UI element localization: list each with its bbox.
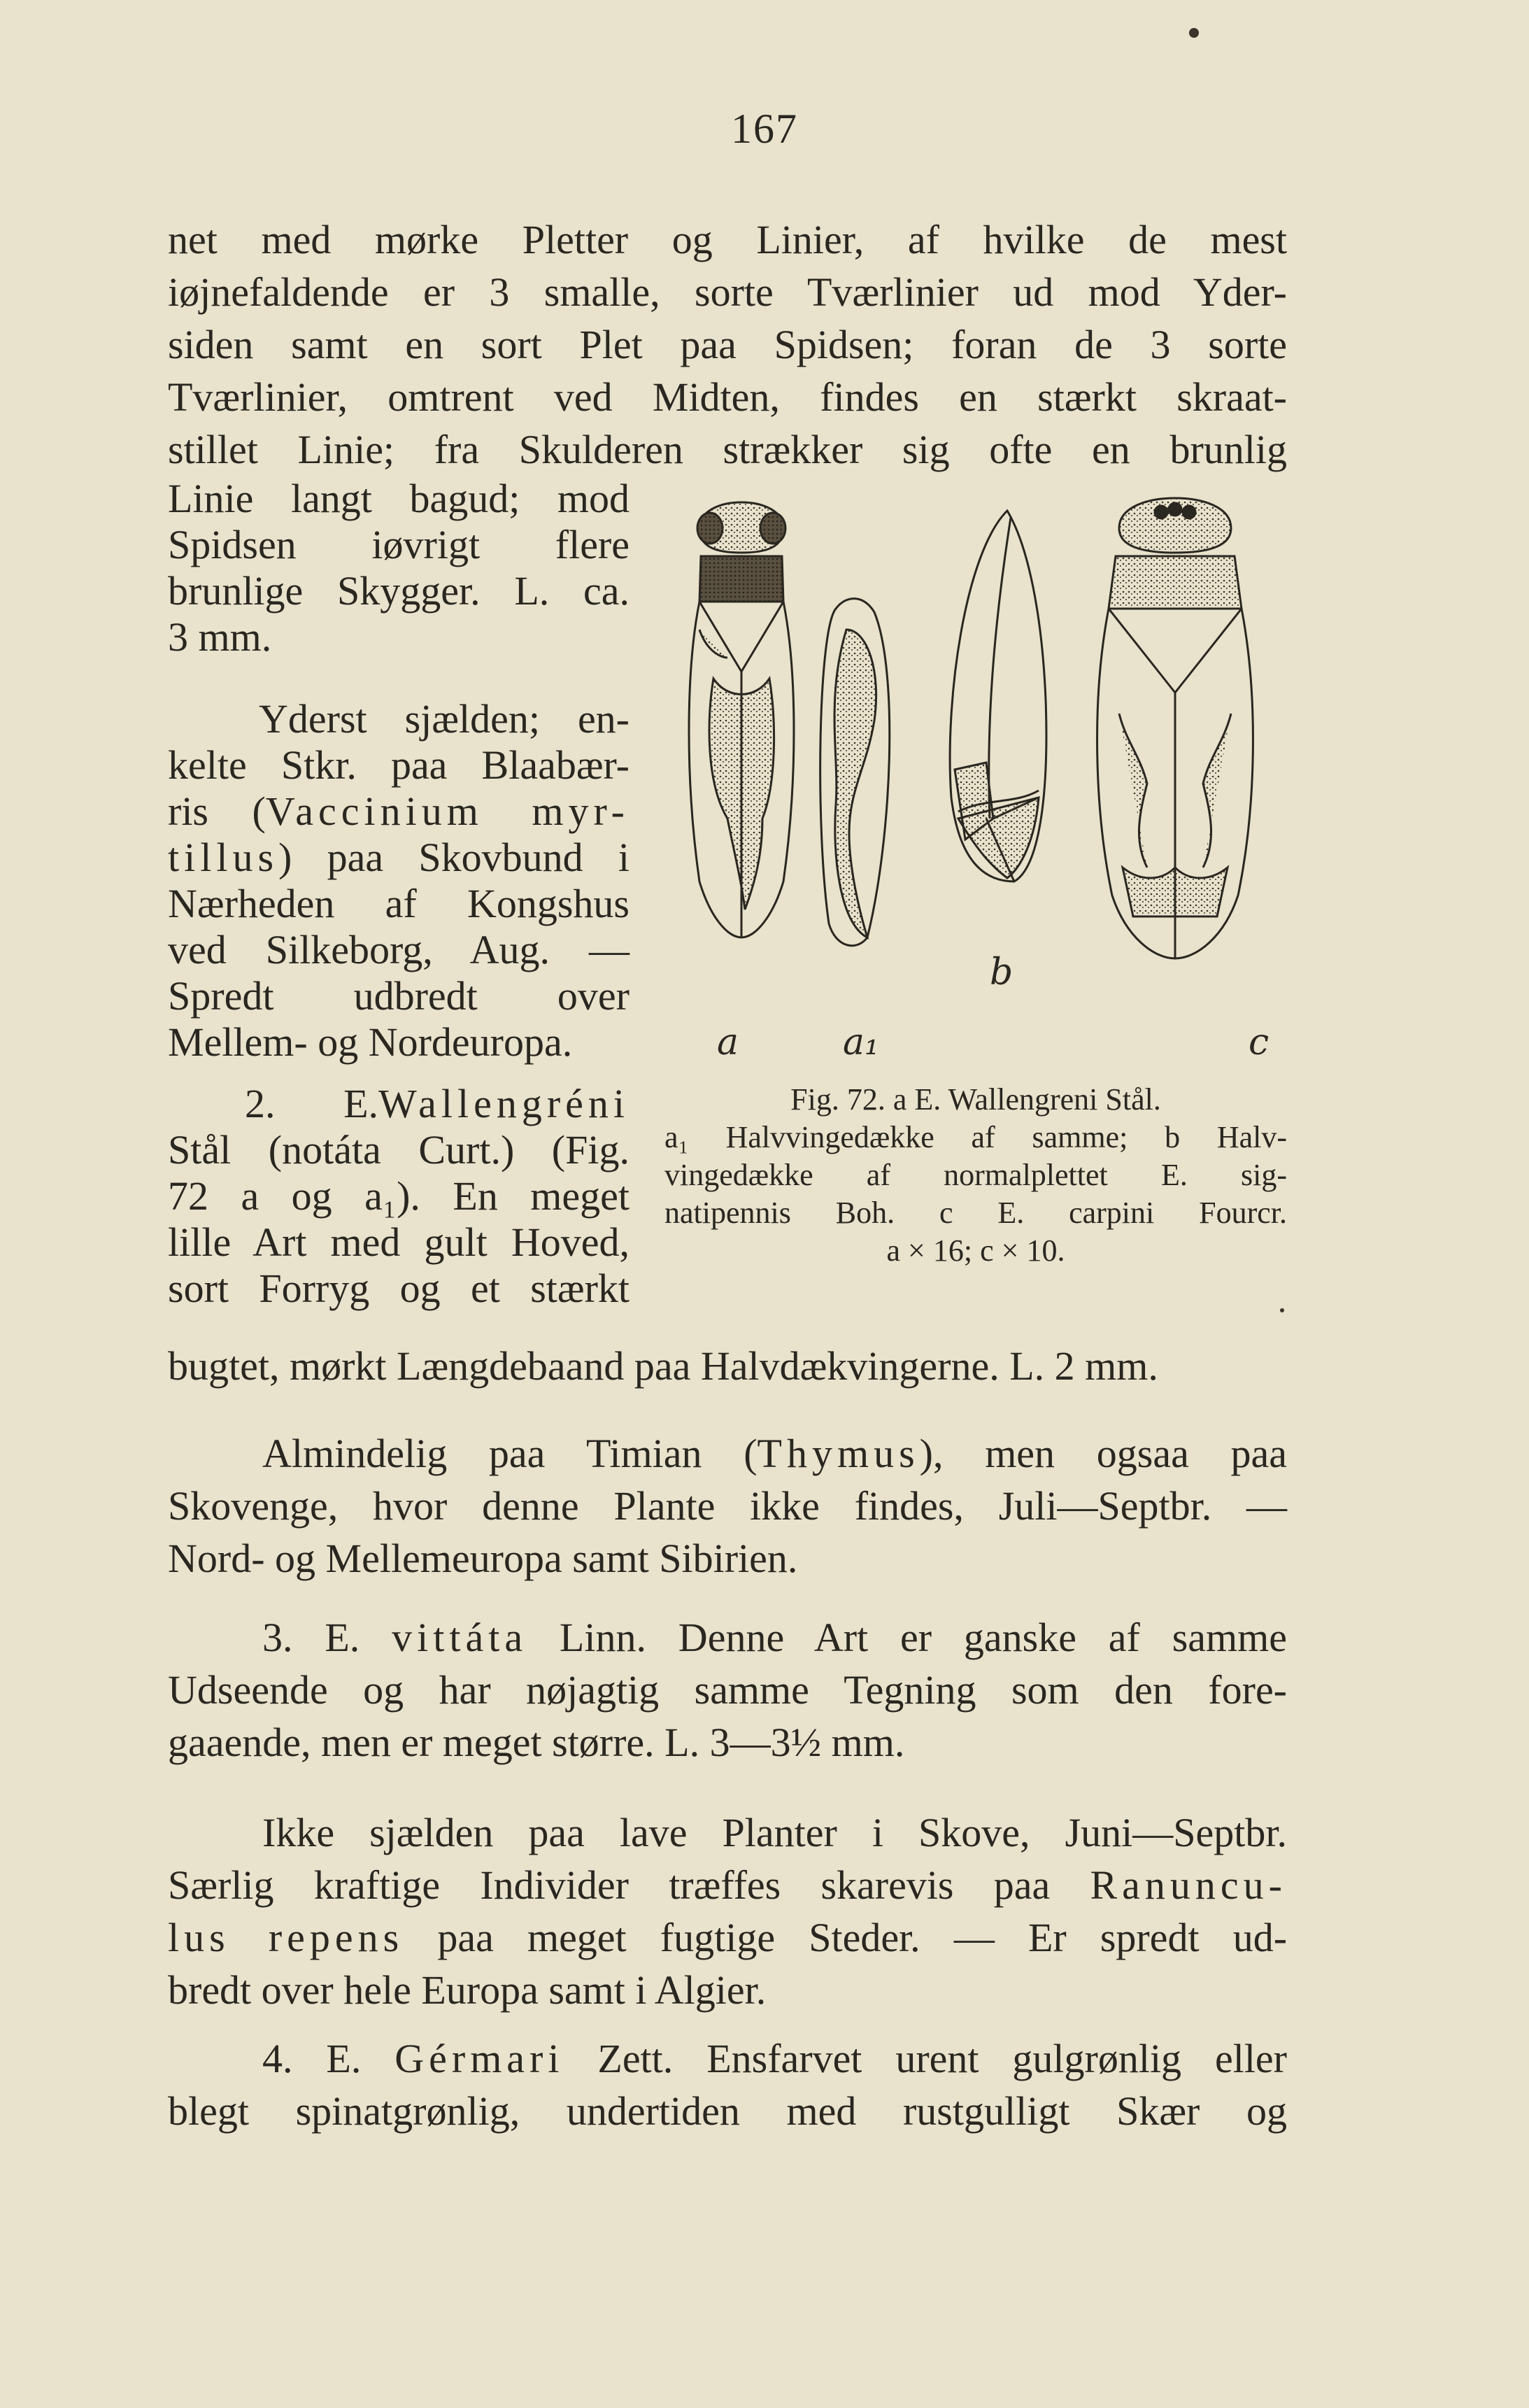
text-line: sort Forryg og et stærkt — [168, 1266, 630, 1311]
text-fragment: Zett. Ensfarvet urent gulgrønlig eller — [564, 2036, 1287, 2081]
text-fragment: ), men ogsaa paa — [919, 1431, 1287, 1476]
text-line: siden samt en sort Plet paa Spidsen; foran de 3 sorte — [168, 322, 1287, 367]
text-line: Ikke sjælden paa lave Planter i Skove, Juni—Septbr. — [262, 1810, 1287, 1855]
text-line: bugtet, mørkt Længdebaand paa Halvdækvingerne. L. 2 mm. — [168, 1343, 1158, 1389]
text-line: Yderst sjælden; en- — [259, 696, 630, 742]
text-line: Nord- og Mellemeuropa samt Sibirien. — [168, 1536, 798, 1581]
ink-speck — [1280, 1308, 1284, 1312]
text-line: 3 mm. — [168, 614, 272, 660]
text-line: Tværlinier, omtrent ved Midten, findes en stærkt skraat- — [168, 374, 1287, 420]
figure-label-a1: a₁ — [843, 1021, 879, 1063]
latin-name: Vaccinium myr- — [265, 788, 630, 834]
text-fragment: Linn. Denne Art er ganske af samme — [527, 1615, 1287, 1660]
text-line: Udseende og har nøjagtig samme Tegning som den fore- — [168, 1667, 1287, 1713]
caption-line: a × 16; c × 10. — [886, 1233, 1065, 1268]
figure-label-a: a — [717, 1021, 739, 1063]
text-line: kelte Stkr. paa Blaabær- — [168, 742, 630, 788]
text-line: net med mørke Pletter og Linier, af hvilke de mest — [168, 217, 1287, 262]
species-2-tail — [168, 1340, 1287, 1392]
intro-paragraph — [168, 213, 1287, 476]
text-line — [168, 1081, 630, 1127]
caption-line: Fig. 72. a E. Wallengreni Stål. — [790, 1082, 1161, 1117]
text-line: ved Silkeborg, Aug. — — [168, 927, 630, 972]
figure-caption — [664, 1081, 1287, 1270]
text-line: Nærheden af Kongshus — [168, 881, 630, 926]
text-line: Mellem- og Nordeuropa. — [168, 1019, 573, 1065]
left-column-distribution — [168, 696, 630, 1065]
text-fragment: ) paa Skovbund i — [278, 835, 630, 880]
latin-name: lus repens — [168, 1915, 404, 1960]
species-2-distribution — [168, 1427, 1287, 1585]
text-fragment: paa meget fugtige Steder. — Er spredt ud- — [404, 1915, 1288, 1960]
text-line — [168, 1859, 1287, 1911]
text-fragment: Særlig kraftige Individer træffes skarevis paa — [168, 1862, 1090, 1908]
text-fragment: Almindelig paa Timian ( — [262, 1431, 758, 1476]
figure-label-b: b — [990, 951, 1014, 993]
species-name: Gérmari — [394, 2036, 564, 2081]
wing-b — [950, 511, 1046, 881]
species-name: vittáta — [392, 1615, 528, 1660]
text-line — [168, 1911, 1287, 1964]
text-line: iøjnefaldende er 3 smalle, sorte Tværlinier ud mod Yder- — [168, 269, 1287, 315]
caption-line: a₁ Halvvingedække af samme; b Halv- — [664, 1120, 1287, 1154]
caption-line: vingedække af normalplettet E. sig- — [664, 1158, 1287, 1192]
text-line: gaaende, men er meget større. L. 3—3½ mm. — [168, 1720, 905, 1765]
text-line: brunlige Skygger. L. ca. — [168, 568, 630, 614]
text-line: 72 a og a₁). En meget — [168, 1173, 630, 1219]
text-line — [168, 788, 630, 835]
text-line — [168, 2032, 1287, 2085]
wing-a1 — [820, 599, 890, 946]
text-line — [168, 1427, 1287, 1480]
text-line — [168, 835, 630, 881]
species-2-column — [168, 1081, 630, 1312]
insect-c — [1097, 498, 1253, 958]
text-fragment: 3. E. — [262, 1615, 392, 1660]
page-number: 167 — [731, 106, 798, 152]
text-line: stillet Linie; fra Skulderen strækker sig ofte en brunlig — [168, 427, 1287, 472]
figure-label-c: c — [1249, 1021, 1270, 1063]
text-line: blegt spinatgrønlig, undertiden med rustgulligt Skær og — [168, 2088, 1287, 2134]
species-3-paragraph — [168, 1611, 1287, 1769]
caption-line: natipennis Boh. c E. carpini Fourcr. — [664, 1196, 1287, 1230]
text-fragment: ris ( — [168, 788, 266, 834]
text-line: Spidsen iøvrigt flere — [168, 522, 630, 567]
text-line: bredt over hele Europa samt i Algier. — [168, 1967, 767, 2013]
text-line: Linie langt bagud; mod — [168, 476, 630, 521]
text-line: Stål (notáta Curt.) (Fig. — [168, 1127, 630, 1173]
left-column-description — [168, 476, 630, 660]
text-fragment: 4. E. — [262, 2036, 395, 2081]
text-line: lille Art med gult Hoved, — [168, 1219, 630, 1265]
latin-name: tillus — [168, 835, 279, 880]
text-line: Skovenge, hvor denne Plante ikke findes, Juli—Septbr. — — [168, 1483, 1287, 1529]
species-name: Wallengréni — [378, 1081, 630, 1126]
text-line — [168, 1611, 1287, 1664]
insect-figure — [657, 490, 1301, 1091]
text-line: Spredt udbredt over — [168, 973, 630, 1019]
latin-name: Ranuncu- — [1090, 1862, 1287, 1908]
ink-speck — [1189, 28, 1199, 38]
species-3-distribution — [168, 1806, 1287, 2016]
insect-a — [689, 502, 794, 937]
species-number: 2. E. — [245, 1081, 378, 1126]
species-4-paragraph — [168, 2032, 1287, 2137]
latin-name: Thymus — [757, 1431, 920, 1476]
